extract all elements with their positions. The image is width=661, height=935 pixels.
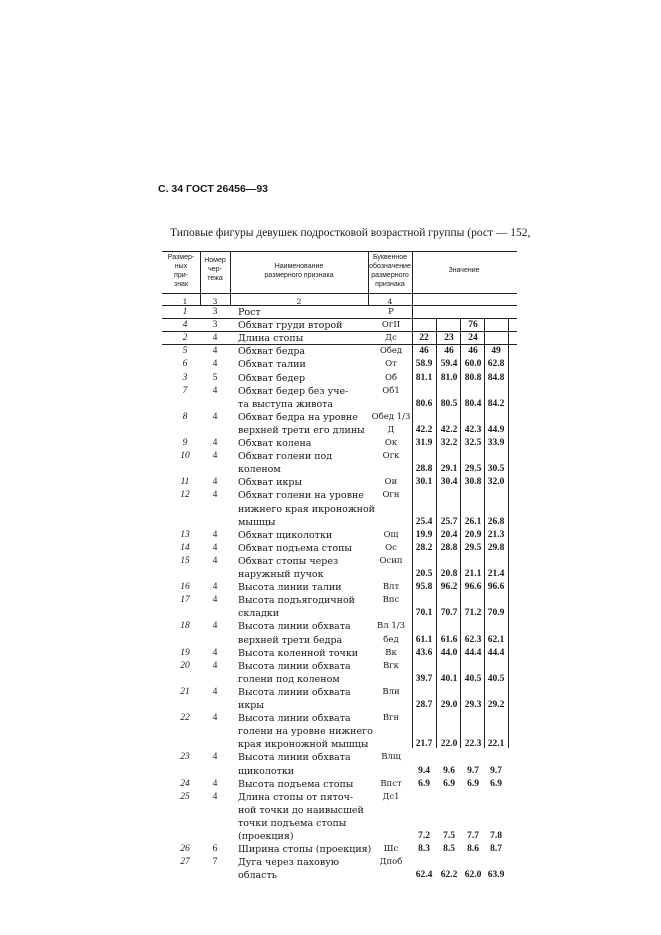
value-cell: 80.4 [464,398,482,409]
value-cell: 21.3 [487,529,505,540]
value-cell: 40.5 [487,673,505,684]
feature-name: Высота коленной точки [238,647,359,659]
table-row [0,804,661,817]
feature-name: верхней трети бедра [238,634,343,646]
table-row [0,568,661,581]
table-row [0,503,661,516]
value-cell: 24 [468,333,478,344]
letter-code: Об1 [382,385,400,396]
letter-code: Обед [379,346,403,357]
table-row [0,358,661,371]
value-cell: 8.5 [443,844,455,855]
feature-name: Высота линии обхвата [238,752,351,764]
table-row [0,712,661,725]
value-cell: 76 [468,320,478,331]
feature-name: Обхват икры [238,477,303,489]
letter-code: Р [388,307,394,317]
feature-name: Обхват бедра [238,346,306,358]
drawing-number: 4 [212,713,218,724]
table-row [0,869,661,882]
table-row [0,607,661,620]
column-index: 3 [212,297,218,306]
value-cell: 8.3 [418,844,430,855]
feature-number: 22 [180,713,190,724]
value-cell: 81.0 [440,372,458,383]
drawing-number: 3 [212,307,218,317]
value-cell: 81.1 [415,372,433,383]
drawing-number: 4 [212,647,218,658]
value-cell: 29.1 [440,464,458,475]
table-caption: Типовые фигуры девушек подростковой возрастной группы (рост — 152, [170,227,531,239]
value-cell: 70.1 [415,608,433,619]
feature-name: Высота линии обхвата [238,713,351,725]
letter-code: Дс [385,333,397,344]
value-cell: 46 [468,346,478,357]
drawing-number: 5 [212,372,218,383]
value-cell: 80.5 [440,398,458,409]
value-cell: 28.2 [415,542,433,553]
feature-number: 24 [180,778,190,789]
table-row [0,345,661,358]
value-cell: 43.6 [415,647,433,658]
value-cell: 33.9 [487,438,505,448]
drawing-number: 4 [212,621,218,632]
value-cell: 6.9 [443,778,455,789]
value-cell: 22 [419,333,429,344]
letter-code: Ок [384,438,398,448]
feature-name: Ширина стопы (проекция) [238,844,372,856]
value-cell: 29.5 [464,464,482,475]
letter-code: бед [383,634,399,645]
letter-code: Ос [385,542,397,553]
table-row [0,424,661,437]
drawing-number: 4 [212,595,218,606]
value-cell: 6.9 [490,778,502,789]
letter-code: Впст [380,778,402,789]
table-row [0,634,661,647]
table-row [0,791,661,804]
header-feature-number: Размер- ных при- знак [167,254,195,288]
table-row [0,581,661,594]
feature-name: Обхват щиколотки [238,529,333,541]
feature-number: 21 [180,686,190,697]
letter-code: ОгII [381,320,401,331]
value-cell: 46 [419,346,429,357]
column-index: 4 [387,297,393,306]
value-cell: 58.9 [415,359,433,370]
feature-name: складки [238,608,280,620]
value-cell: 44.4 [487,647,505,658]
letter-code: Огк [382,451,400,462]
header-drawing-number: Номер чер- тежа [204,257,226,282]
table-row [0,529,661,542]
table-row [0,660,661,673]
value-cell: 42.2 [440,424,458,435]
value-cell: 62.3 [464,634,482,645]
letter-code: Огн [382,490,400,501]
value-cell: 23 [444,333,454,344]
value-cell: 29.5 [464,542,482,553]
header-value: Значение [448,267,480,274]
value-cell: 21.7 [415,739,433,750]
drawing-number: 4 [212,778,218,789]
feature-name: наружный пучок [238,569,324,580]
value-cell: 40.1 [440,673,458,684]
letter-code: Вли [382,686,400,697]
value-cell: 61.6 [440,634,458,645]
table-row [0,385,661,398]
feature-name: ной точки до наивысшей [238,804,364,816]
drawing-number: 4 [212,411,218,422]
feature-name: Обхват стопы через [238,555,339,567]
drawing-number: 4 [212,529,218,540]
feature-number: 19 [180,647,190,658]
value-cell: 40.5 [464,673,482,684]
feature-name: Обхват подъема стопы [238,542,352,554]
drawing-number: 4 [212,582,218,593]
drawing-number: 4 [212,542,218,553]
feature-name: Высота подъема стопы [238,778,354,790]
value-cell: 20.9 [464,529,482,540]
feature-number: 27 [180,857,190,868]
drawing-number: 4 [212,333,218,344]
value-cell: 44.9 [487,424,505,435]
drawing-number: 4 [212,660,218,671]
value-cell: 80.8 [464,372,482,383]
letter-code: От [385,359,397,370]
feature-number: 26 [180,844,190,855]
value-cell: 26.8 [487,516,505,527]
value-cell: 30.4 [440,477,458,488]
value-cell: 22.1 [487,739,505,750]
table-row [0,411,661,424]
feature-name: Высота линии талии [238,582,342,594]
table-row [0,372,661,385]
feature-number: 4 [182,320,188,331]
value-cell: 84.2 [487,398,505,409]
value-cell: 42.3 [464,424,482,435]
feature-name: та выступа живота [238,398,334,410]
feature-name: Обхват груди второй [238,320,343,332]
feature-number: 9 [182,438,188,448]
header-feature-name: Наименование размерного признака [264,263,334,279]
value-cell: 30.5 [487,464,505,475]
value-cell: 46 [444,346,454,357]
table-row [0,856,661,869]
feature-number: 16 [180,582,190,593]
table-row [0,817,661,830]
letter-code: Вл 1/3 [376,621,406,632]
value-cell: 8.6 [467,844,479,855]
page-header: С. 34 ГОСТ 26456—93 [158,183,269,195]
table-row [0,437,661,450]
feature-name: Высота подъягодичной [238,595,356,607]
drawing-number: 6 [212,844,218,855]
feature-name: точки подъема стопы [238,817,347,829]
value-cell: 31.9 [415,438,433,448]
value-cell: 95.8 [415,582,433,593]
value-cell: 25.7 [440,516,458,527]
feature-name: нижнего края икроножной [238,503,376,515]
feature-name: голени под коленом [238,673,340,685]
feature-number: 13 [180,529,190,540]
letter-code: Впс [382,595,400,606]
value-cell: 22.3 [464,739,482,750]
drawing-number: 4 [212,555,218,566]
table-row [0,673,661,686]
value-cell: 28.8 [415,464,433,475]
value-cell: 7.5 [443,831,455,841]
value-cell: 9.6 [443,765,455,776]
table-row [0,516,661,529]
feature-name: Обхват голени под [238,451,333,463]
column-index: 2 [296,297,302,306]
value-cell: 32.2 [440,438,458,448]
table-row [0,620,661,633]
feature-name: Высота линии обхвата [238,660,351,672]
value-cell: 28.8 [440,542,458,553]
feature-number: 2 [182,333,188,344]
value-cell: 96.6 [464,582,482,593]
value-cell: 7.8 [490,831,502,841]
feature-number: 18 [180,621,190,632]
value-cell: 62.2 [440,870,458,881]
value-cell: 59.4 [440,359,458,370]
table-row [0,594,661,607]
value-cell: 62.8 [487,359,505,370]
feature-name: Высота линии обхвата [238,621,351,633]
feature-name: коленом [238,464,281,476]
feature-number: 3 [182,372,188,383]
letter-code: Влщ [381,752,401,763]
feature-name: Обхват бедра на уровне [238,411,358,423]
header-bottom-rule [162,293,517,294]
feature-name: Длина стопы [238,333,304,345]
value-cell: 6.9 [418,778,430,789]
value-cell: 29.0 [440,700,458,710]
feature-number: 6 [182,359,188,370]
value-cell: 84.8 [487,372,505,383]
feature-name: Дуга через паховую [238,857,340,869]
table-row [0,398,661,411]
letter-code: Дпоб [379,857,403,868]
drawing-number: 3 [212,320,218,331]
value-cell: 42.2 [415,424,433,435]
feature-number: 14 [180,542,190,553]
letter-code: Ои [384,477,398,488]
value-cell: 29.8 [487,542,505,553]
feature-number: 25 [180,791,190,802]
drawing-number: 4 [212,752,218,763]
feature-number: 17 [180,595,190,606]
header-letter-code: Буквенное обозначение размерного признака [369,254,411,288]
value-cell: 21.4 [487,569,505,579]
value-cell: 63.9 [487,870,505,881]
feature-number: 5 [182,346,188,357]
value-cell: 44.4 [464,647,482,658]
table-row [0,751,661,764]
drawing-number: 4 [212,438,218,448]
table-row [0,555,661,568]
table-row [0,450,661,463]
value-cell: 61.1 [415,634,433,645]
value-cell: 32.0 [487,477,505,488]
letter-code: Ощ [383,529,399,540]
drawing-number: 4 [212,490,218,501]
feature-number: 15 [180,555,190,566]
letter-code: Вк [385,647,397,658]
drawing-number: 4 [212,686,218,697]
table-row [0,332,661,345]
drawing-number: 4 [212,359,218,370]
feature-number: 11 [180,477,190,488]
value-cell: 9.4 [418,765,430,776]
value-cell: 9.7 [467,765,479,776]
table-row [0,463,661,476]
table-row [0,647,661,660]
value-cell: 30.1 [415,477,433,488]
table-row [0,306,661,319]
table-row [0,542,661,555]
feature-name: щиколотки [238,765,295,777]
value-cell: 62.1 [487,634,505,645]
feature-name: Обхват бедер [238,372,306,384]
table-row [0,830,661,843]
value-cell: 29.3 [464,700,482,710]
value-cell: 60.0 [464,359,482,370]
drawing-number: 4 [212,385,218,396]
value-cell: 32.5 [464,438,482,448]
value-cell: 71.2 [464,608,482,619]
letter-code: Влт [382,582,400,593]
value-cell: 26.1 [464,516,482,527]
value-cell: 8.7 [490,844,502,855]
table-row [0,699,661,712]
table-row [0,843,661,856]
drawing-number: 7 [212,857,218,868]
value-cell: 62.4 [415,870,433,881]
feature-number: 7 [182,385,188,396]
feature-name: мышцы [238,516,276,528]
drawing-number: 4 [212,451,218,462]
value-cell: 9.7 [490,765,502,776]
feature-name: Рост [238,307,261,318]
feature-name: Длина стопы от пяточ- [238,791,354,803]
feature-name: Обхват бедер без уче- [238,385,349,397]
value-cell: 49 [491,346,501,357]
value-cell: 28.7 [415,700,433,710]
feature-name: края икроножной мышцы [238,739,369,751]
feature-name: Обхват талии [238,359,306,371]
value-cell: 62.0 [464,870,482,881]
value-cell: 6.9 [467,778,479,789]
value-cell: 19.9 [415,529,433,540]
letter-code: Вгк [382,660,399,671]
table-row [0,686,661,699]
letter-code: Обед 1/3 [371,411,411,422]
feature-name: (проекция) [238,831,294,842]
feature-name: верхней трети его длины [238,424,365,436]
feature-number: 23 [180,752,190,763]
feature-number: 12 [180,490,190,501]
value-cell: 80.6 [415,398,433,409]
table-row [0,725,661,738]
value-cell: 96.2 [440,582,458,593]
value-cell: 70.9 [487,608,505,619]
letter-code: Дс1 [382,791,400,802]
table-row [0,319,661,332]
table-row [0,476,661,489]
feature-number: 8 [182,411,188,422]
letter-code: Шс [383,844,399,855]
value-cell: 20.4 [440,529,458,540]
value-cell: 25.4 [415,516,433,527]
value-cell: 30.8 [464,477,482,488]
feature-number: 10 [180,451,190,462]
letter-code: Вгн [382,713,400,724]
table-row [0,489,661,502]
letter-code: Д [387,424,395,435]
column-index: 1 [182,297,188,306]
value-cell: 20.8 [440,569,458,579]
feature-name: икры [238,700,264,711]
value-cell: 7.2 [418,831,430,841]
value-cell: 96.6 [487,582,505,593]
feature-name: Обхват колена [238,438,312,449]
feature-number: 20 [180,660,190,671]
value-cell: 21.1 [464,569,482,579]
letter-code: Осип [379,555,403,566]
table-row [0,765,661,778]
drawing-number: 4 [212,791,218,802]
drawing-number: 4 [212,477,218,488]
feature-name: область [238,870,277,882]
value-cell: 22.0 [440,739,458,750]
feature-name: Обхват голени на уровне [238,490,364,502]
feature-name: Высота линии обхвата [238,686,351,698]
table-row [0,738,661,751]
letter-code: Об [384,372,398,383]
value-cell: 39.7 [415,673,433,684]
table-top-rule [162,251,517,252]
feature-name: голени на уровне нижнего [238,726,373,738]
value-cell: 29.2 [487,700,505,710]
value-cell: 70.7 [440,608,458,619]
value-cell: 20.5 [415,569,433,579]
drawing-number: 4 [212,346,218,357]
value-cell: 44.0 [440,647,458,658]
feature-number: 1 [182,307,188,317]
value-cell: 7.7 [467,831,479,841]
table-row [0,778,661,791]
